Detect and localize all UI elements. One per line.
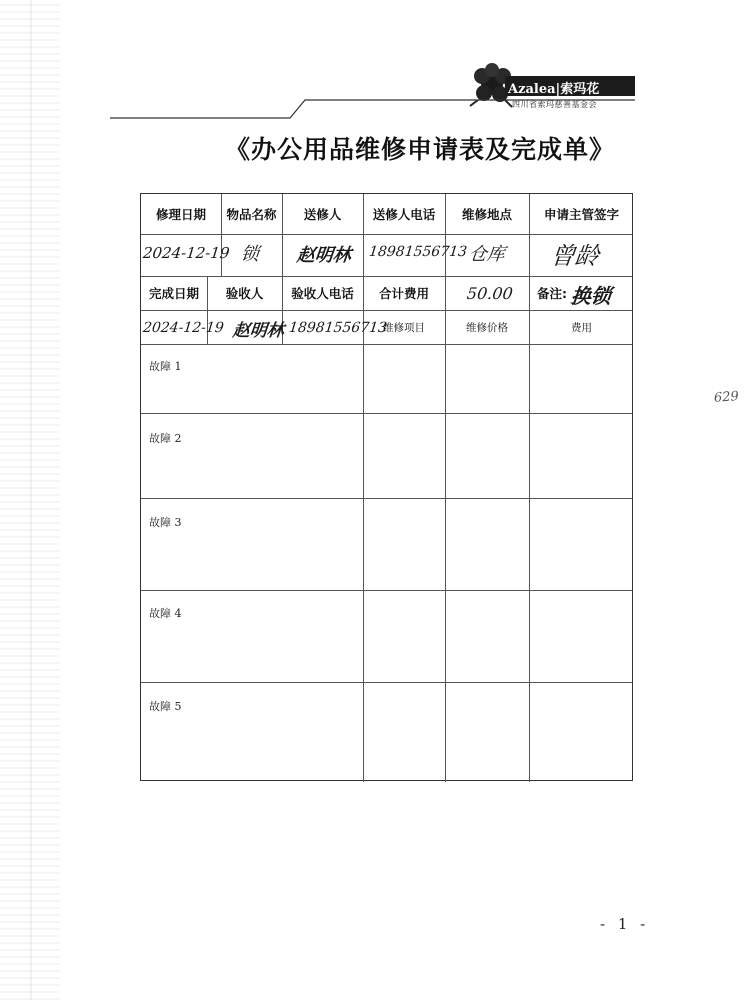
header-repair-item: 维修项目	[383, 321, 425, 334]
page-number: - 1 -	[600, 915, 650, 933]
repair-location-value: 仓库	[467, 244, 506, 265]
inspector-value: 赵明林	[231, 321, 285, 341]
scan-line-artifact	[30, 0, 32, 1000]
sender-phone-value: 18981556713	[368, 244, 468, 260]
header-item-name: 物品名称	[226, 207, 277, 222]
sender-value: 赵明林	[295, 245, 352, 266]
header-inspector: 验收人	[225, 286, 264, 301]
logo-brand-text: Azalea|索玛花	[508, 82, 600, 97]
header-decoration	[0, 0, 750, 130]
page-title: 《办公用品维修申请表及完成单》	[224, 135, 615, 164]
item-name-value: 锁	[239, 244, 260, 265]
note-label: 备注:	[537, 286, 567, 301]
header-repair-price: 维修价格	[466, 321, 508, 334]
total-fee-value: 50.00	[466, 284, 514, 303]
header-total-fee: 合计费用	[378, 286, 429, 301]
header-repair-date: 修理日期	[155, 207, 206, 222]
fault-3-label: 故障 3	[149, 516, 182, 529]
header-fee: 费用	[571, 321, 592, 334]
fault-4-label: 故障 4	[149, 607, 182, 620]
repair-date-value: 2024-12-19	[142, 244, 231, 262]
header-sender: 送修人	[303, 207, 342, 222]
header-repair-location: 维修地点	[461, 207, 512, 222]
header-sender-phone: 送修人电话	[372, 207, 436, 222]
supervisor-signature-value: 曾龄	[549, 242, 601, 270]
header-supervisor-signature: 申请主管签字	[543, 207, 619, 222]
inspector-phone-value: 18981556713	[288, 320, 388, 336]
margin-handwritten-note: 629	[713, 389, 740, 406]
fault-1-label: 故障 1	[149, 360, 182, 373]
repair-form-table	[140, 193, 633, 781]
logo-org-name: 四川省索玛慈善基金会	[512, 100, 597, 109]
fault-5-label: 故障 5	[149, 700, 182, 713]
fault-2-label: 故障 2	[149, 432, 182, 445]
note-value: 换锁	[569, 284, 613, 308]
completion-date-value: 2024-12-19	[142, 320, 225, 336]
header-inspector-phone: 验收人电话	[291, 286, 354, 301]
header-completion-date: 完成日期	[148, 286, 199, 301]
